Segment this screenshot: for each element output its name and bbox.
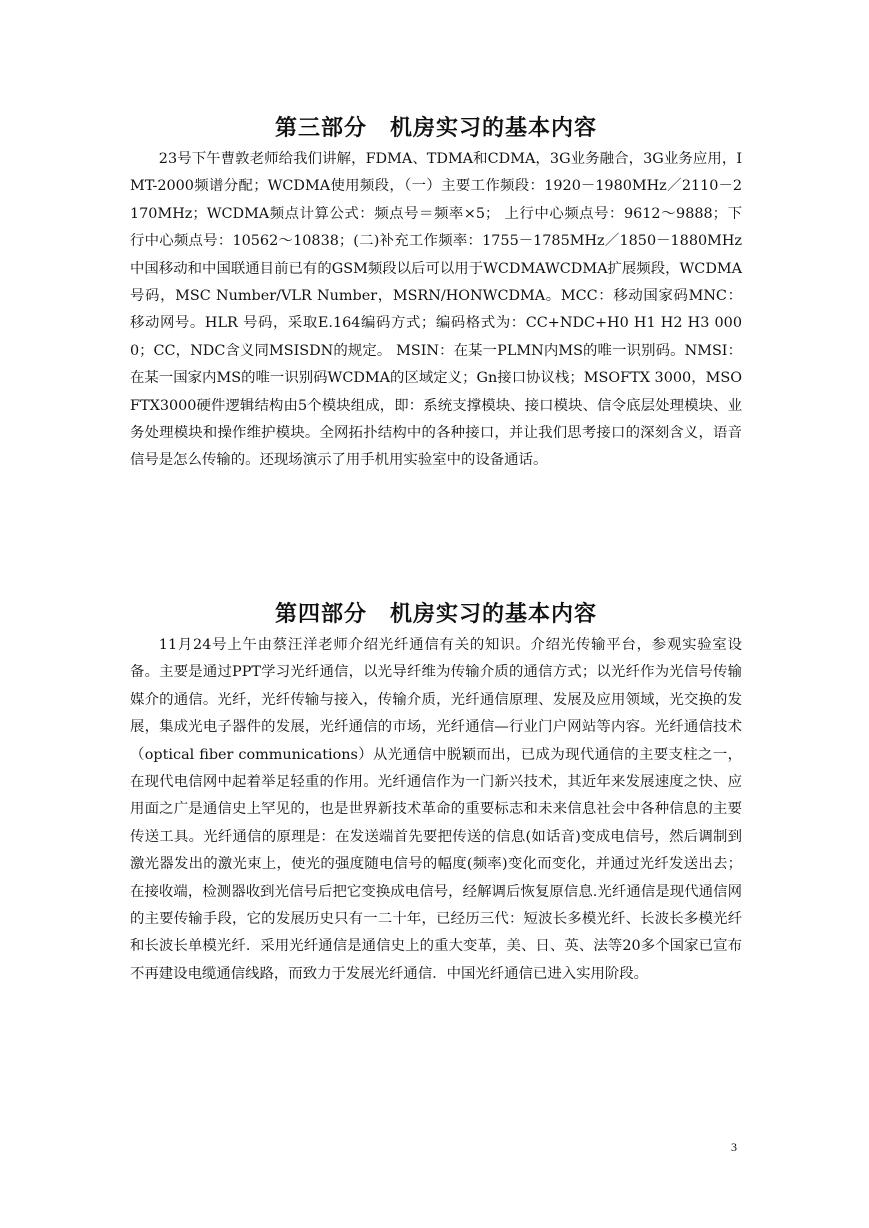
section-three-title: 第三部分 机房实习的基本内容 [274, 116, 597, 141]
section-three-body: 23号下午曹敦老师给我们讲解，FDMA、TDMA和CDMA，3G业务融合，3G业务应用，IMT-2000频谱分配；WCDMA使用频段，（一）主要工作频段：1920－1980MHz／2110－2170MHz；WCDMA频点计算公式：频点号＝频率×5； 上行中心频点号：9612～9888；下行中心频点号：10562～10838；(二)补充工作频率：1755－1785MHz／1850－1880MHz中国移动和中国联通目前已有的GSM频段以后可以用于WCDMAWCDMA扩展频段，WCDMA号码，MSC Number/VLR Number，MSRN/HONWCDMA。MCC：移动国家码MNC：移动网号。HLR 号码，采取E.164编码方式；编码格式为：CC+NDC+H0 H1 H2 H3 0000；CC，NDC含义同MSISDN的规定。 MSIN：在某一PLMN内MS的唯一识别码。NMSI：在某一国家内MS的唯一识别码WCDMA的区域定义；Gn接口协议栈；MSOFTX 3000，MSOFTX3000硬件逻辑结构由5个模块组成，即：系统支撑模块、接口模块、信令底层处理模块、业务处理模块和操作维护模块。全网拓扑结构中的各种接口，并让我们思考接口的深刻含义，语音信号是怎么传输的。还现场演示了用手机用实验室中的设备通话。 [130, 151, 742, 469]
section-three [130, 112, 742, 475]
section-four [130, 598, 742, 988]
section-four-body: 11月24号上午由蔡汪洋老师介绍光纤通信有关的知识。介绍光传输平台，参观实验室设备。主要是通过PPT学习光纤通信，以光导纤维为传输介质的通信方式；以光纤作为光信号传输媒介的通信。光纤，光纤传输与接入，传输介质，光纤通信原理、发展及应用领域，光交换的发展，集成光电子器件的发展，光纤通信的市场，光纤通信—行业门户网站等内容。光纤通信技术（optical fiber communications）从光通信中脱颖而出，已成为现代通信的主要支柱之一，在现代电信网中起着举足轻重的作用。光纤通信作为一门新兴技术，其近年来发展速度之快、应用面之广是通信史上罕见的，也是世界新技术革命的重要标志和未来信息社会中各种信息的主要传送工具。光纤通信的原理是：在发送端首先要把传送的信息(如话音)变成电信号，然后调制到激光器发出的激光束上，使光的强度随电信号的幅度(频率)变化而变化，并通过光纤发送出去；在接收端，检测器收到光信号后把它变换成电信号，经解调后恢复原信息.光纤通信是现代通信网的主要传输手段，它的发展历史只有一二十年，已经历三代：短波长多模光纤、长波长多模光纤和长波长单模光纤．采用光纤通信是通信史上的重大变革，美、日、英、法等20多个国家已宣布不再建设电缆通信线路，而致力于发展光纤通信．中国光纤通信已进入实用阶段。 [130, 637, 742, 982]
page-number: 3 [731, 1140, 737, 1154]
section-four-title: 第四部分 机房实习的基本内容 [274, 602, 597, 627]
